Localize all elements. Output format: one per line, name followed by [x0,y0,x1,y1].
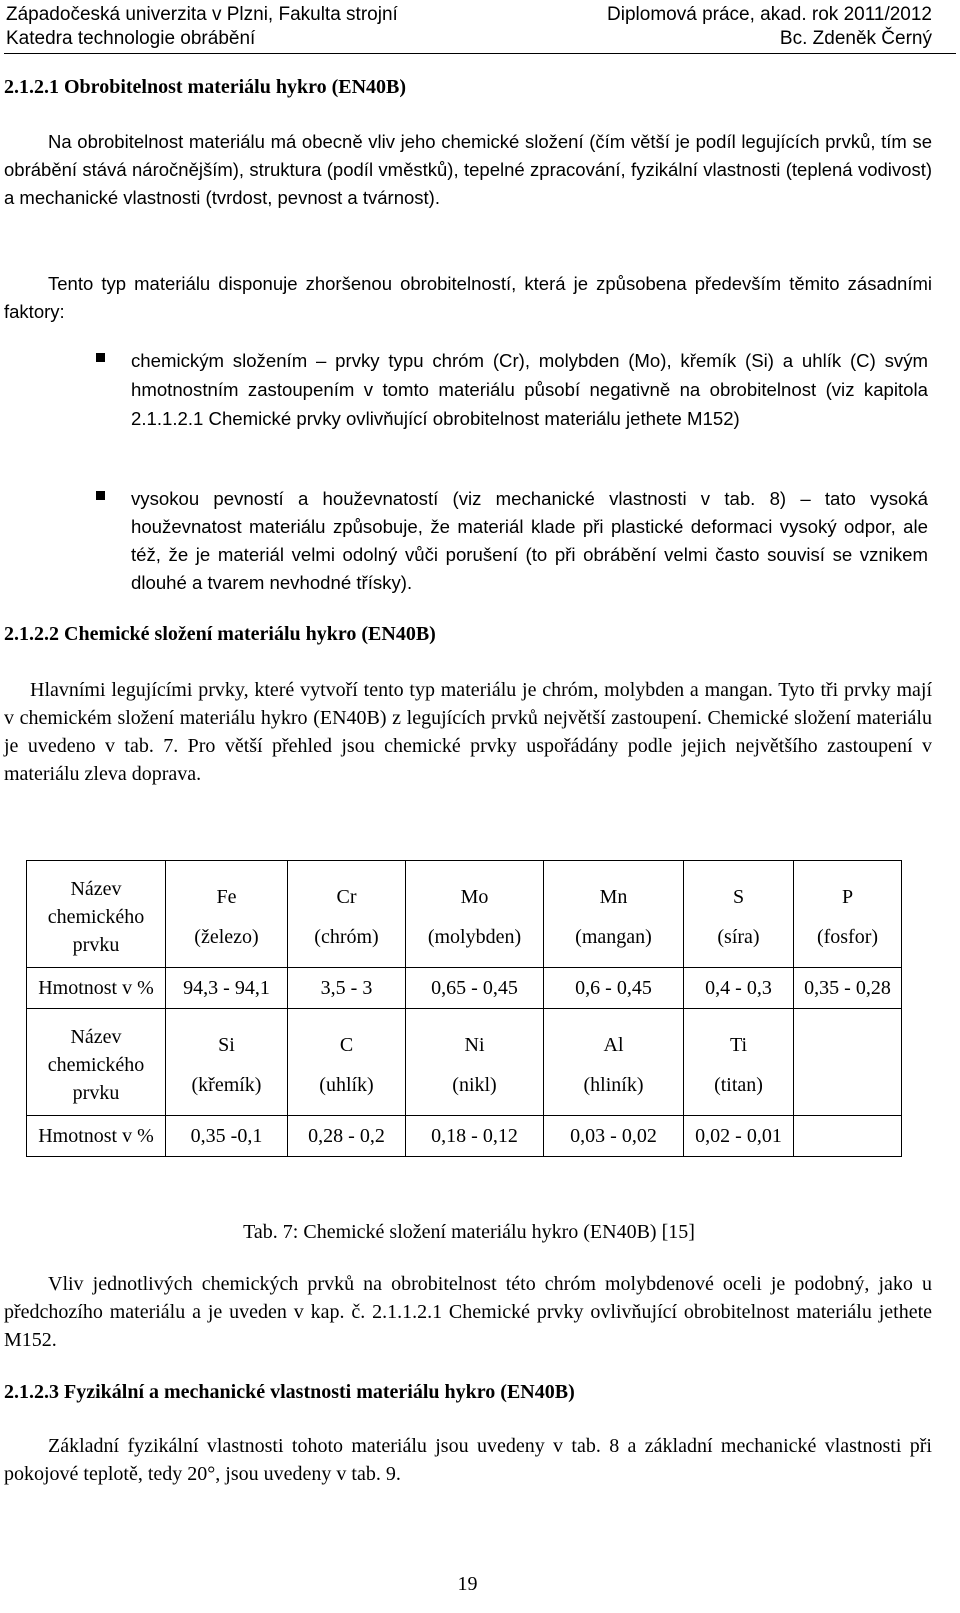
table-cell-mass: 0,28 - 0,2 [288,1116,406,1157]
section-heading-machinability: 2.1.2.1 Obrobitelnost materiálu hykro (EN40B) [4,76,407,98]
table-cell-mass: 0,35 -0,1 [166,1116,288,1157]
paragraph-element-influence: Vliv jednotlivých chemických prvků na obrobitelnost této chróm molybdenové oceli je podobný, jako u předchozího materiálu a je uveden v kap. č. 2.1.1.2.1 Chemické prvky ovlivňující obrobitelnost materiálu jethete M152. [4,1273,932,1351]
table-cell-element: Ni (nikl) [406,1009,544,1116]
row-header-mass: Hmotnost v % [27,1116,166,1157]
paragraph-factors-intro: Tento typ materiálu disponuje zhoršenou obrobitelností, která je způsobena především těmito zásadními faktory: [4,273,932,322]
paragraph-physical-mechanical: Základní fyzikální vlastnosti tohoto materiálu jsou uvedeny v tab. 8 a základní mechanické vlastnosti při pokojové teplotě, tedy 20°, jsou uvedeny v tab. 9. [4,1435,932,1485]
page-number: 19 [457,1573,478,1595]
table-cell-mass: 0,6 - 0,45 [544,968,684,1009]
bullet-strength-toughness: vysokou pevností a houževnatostí (viz mechanické vlastnosti v tab. 8) – tato vysoká houževnatost materiálu způsobuje, že materiál klade při plastické deformaci vysoký odpor, ale též, že je materiál velmi odolný vůči porušení (to při obrábění velmi často souvisí se vznikem dlouhé a tvarem nevhodné třísky). [131,488,928,593]
chemical-composition-table [26,860,902,1157]
table-cell-empty [794,1009,902,1116]
table-cell-element: Cr (chróm) [288,861,406,968]
row-header-element-name: Název chemického prvku [27,861,166,968]
table-cell-element: Ti (titan) [684,1009,794,1116]
table-cell-element: P (fosfor) [794,861,902,968]
table-row [27,1116,902,1157]
table-cell-mass: 0,65 - 0,45 [406,968,544,1009]
table-cell-mass: 3,5 - 3 [288,968,406,1009]
table-cell-mass: 0,18 - 0,12 [406,1116,544,1157]
table-cell-mass: 0,35 - 0,28 [794,968,902,1009]
table-cell-mass: 0,4 - 0,3 [684,968,794,1009]
table-cell-element: Mn (mangan) [544,861,684,968]
row-header-element-name: Název chemického prvku [27,1009,166,1116]
table-cell-empty [794,1116,902,1157]
table-cell-mass: 0,03 - 0,02 [544,1116,684,1157]
section-heading-physical-mechanical: 2.1.2.3 Fyzikální a mechanické vlastnosti materiálu hykro (EN40B) [4,1381,575,1403]
table-row [27,1009,902,1116]
header-divider [4,53,956,54]
table-cell-mass: 0,02 - 0,01 [684,1116,794,1157]
table-cell-element: Mo (molybden) [406,861,544,968]
header-thesis-info: Diplomová práce, akad. rok 2011/2012 [607,4,932,25]
table-row [27,968,902,1009]
paragraph-machinability-intro: Na obrobitelnost materiálu má obecně vliv jeho chemické složení (čím větší je podíl legujících prvků, tím se obrábění stává náročnějším), struktura (podíl vměstků), tepelné zpracování, fyzikální vlastnosti (teplená vodivost) a mechanické vlastnosti (tvrdost, pevnost a tvárnost). [4,131,932,208]
header-department: Katedra technologie obrábění [6,28,256,49]
table-cell-element: Si (křemík) [166,1009,288,1116]
table-cell-element: S (síra) [684,861,794,968]
section-heading-chemical-composition: 2.1.2.2 Chemické složení materiálu hykro (EN40B) [4,623,436,645]
header-author: Bc. Zdeněk Černý [779,28,932,49]
bullet-marker [96,491,111,506]
table-cell-element: C (uhlík) [288,1009,406,1116]
table-row [27,861,902,968]
header-university: Západočeská univerzita v Plzni, Fakulta strojní [6,4,398,25]
row-header-mass: Hmotnost v % [27,968,166,1009]
table-cell-mass: 94,3 - 94,1 [166,968,288,1009]
table-cell-element: Al (hliník) [544,1009,684,1116]
table-caption: Tab. 7: Chemické složení materiálu hykro (EN40B) [15] [243,1221,695,1243]
bullet-chemical-composition: chemickým složením – prvky typu chróm (Cr), molybden (Mo), křemík (Si) a uhlík (C) svým hmotnostním zastoupením v tomto materiálu působí negativně na obrobitelnost (viz kapitola 2.1.1.2.1 Chemické prvky ovlivňující obrobitelnost materiálu jethete M152) [131,350,928,429]
bullet-marker [96,353,111,368]
paragraph-chemical-composition: Hlavními legujícími prvky, které vytvoří tento typ materiálu je chróm, molybden a mangan. Tyto tři prvky mají v chemickém složení materiálu hykro (EN40B) z legujících prvků největší zastoupení. Chemické složení materiálu je uvedeno v tab. 7. Pro větší přehled jsou chemické prvky uspořádány podle jejich největšího zastoupení v materiálu zleva doprava. [4,679,932,785]
table-cell-element: Fe (železo) [166,861,288,968]
